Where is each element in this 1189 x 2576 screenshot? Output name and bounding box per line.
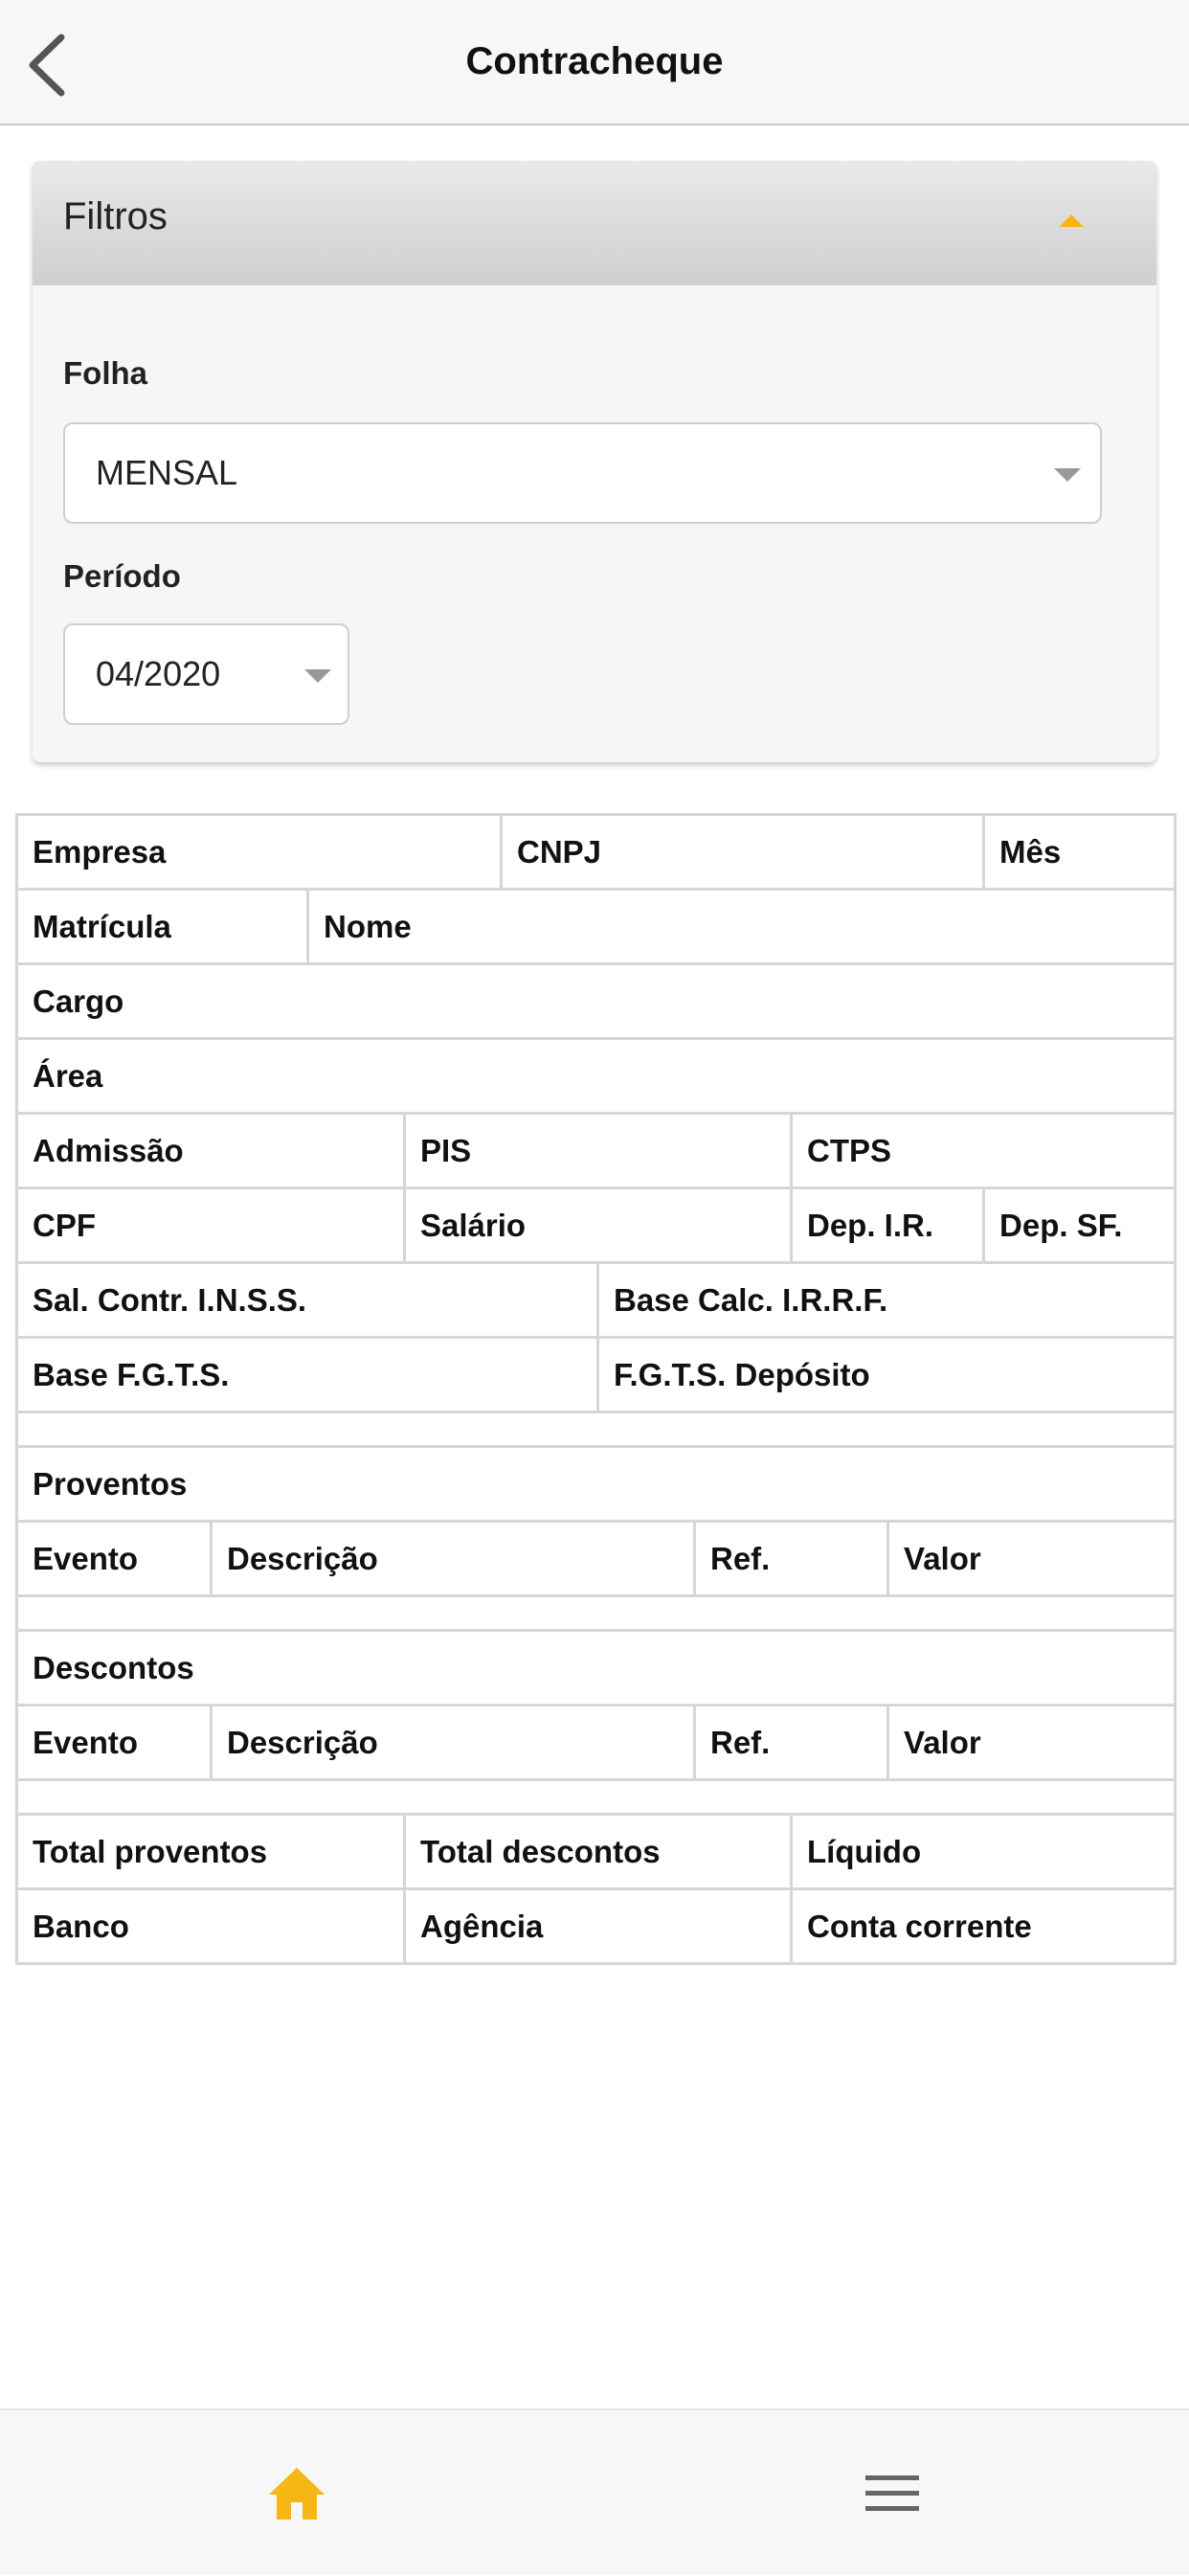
periodo-select-value: 04/2020 (96, 654, 221, 693)
bottom-tab-bar (0, 2408, 1189, 2574)
menu-icon (865, 2474, 919, 2514)
sal-contr-inss-cell: Sal. Contr. I.N.S.S. (17, 1263, 598, 1338)
filters-title: Filtros (63, 195, 168, 237)
menu-tab[interactable] (796, 2410, 988, 2576)
folha-select[interactable] (63, 422, 1102, 524)
spacer-cell (17, 1780, 1176, 1815)
area-cell: Área (17, 1039, 1176, 1114)
table-row (17, 1631, 1176, 1706)
total-proventos-cell: Total proventos (17, 1815, 405, 1889)
cargo-cell: Cargo (17, 964, 1176, 1039)
spacer-row (17, 1596, 1176, 1631)
table-row (17, 1522, 1176, 1596)
descontos-descricao-header: Descrição (212, 1706, 695, 1780)
cnpj-cell: CNPJ (502, 815, 984, 890)
filters-header[interactable] (33, 161, 1156, 285)
collapse-caret-icon[interactable] (1059, 215, 1084, 227)
proventos-valor-header: Valor (888, 1522, 1176, 1596)
spacer-row (17, 1780, 1176, 1815)
banco-cell: Banco (17, 1889, 405, 1964)
proventos-evento-header: Evento (17, 1522, 212, 1596)
agencia-cell: Agência (405, 1889, 792, 1964)
spacer-cell (17, 1596, 1176, 1631)
admissao-cell: Admissão (17, 1114, 405, 1188)
dep-ir-cell: Dep. I.R. (792, 1188, 984, 1263)
descontos-valor-header: Valor (888, 1706, 1176, 1780)
table-row (17, 1188, 1176, 1263)
periodo-select[interactable] (63, 623, 349, 725)
descontos-evento-header: Evento (17, 1706, 212, 1780)
proventos-title-cell: Proventos (17, 1447, 1176, 1522)
conta-corrente-cell: Conta corrente (792, 1889, 1176, 1964)
app-header (0, 0, 1189, 125)
cpf-cell: CPF (17, 1188, 405, 1263)
table-row (17, 1889, 1176, 1964)
descontos-title-cell: Descontos (17, 1631, 1176, 1706)
page-title: Contracheque (465, 40, 724, 82)
dep-sf-cell: Dep. SF. (984, 1188, 1176, 1263)
home-tab[interactable] (201, 2410, 393, 2576)
ctps-cell: CTPS (792, 1114, 1176, 1188)
filters-card (33, 161, 1156, 762)
base-fgts-cell: Base F.G.T.S. (17, 1338, 598, 1412)
proventos-descricao-header: Descrição (212, 1522, 695, 1596)
table-row (17, 890, 1176, 964)
folha-select-value: MENSAL (96, 453, 238, 492)
folha-label: Folha (63, 355, 147, 391)
matricula-cell: Matrícula (17, 890, 308, 964)
chevron-down-icon (1054, 468, 1081, 482)
periodo-label: Período (63, 558, 181, 594)
table-row (17, 964, 1176, 1039)
mes-cell: Mês (984, 815, 1176, 890)
spacer-cell (17, 1412, 1176, 1447)
nome-cell: Nome (308, 890, 1176, 964)
total-descontos-cell: Total descontos (405, 1815, 792, 1889)
table-row (17, 1447, 1176, 1522)
table-row (17, 1114, 1176, 1188)
table-row (17, 1815, 1176, 1889)
spacer-row (17, 1412, 1176, 1447)
base-calc-irrf-cell: Base Calc. I.R.R.F. (598, 1263, 1176, 1338)
liquido-cell: Líquido (792, 1815, 1176, 1889)
table-row (17, 1263, 1176, 1338)
descontos-ref-header: Ref. (695, 1706, 888, 1780)
home-icon (267, 2466, 326, 2521)
fgts-deposito-cell: F.G.T.S. Depósito (598, 1338, 1176, 1412)
empresa-cell: Empresa (17, 815, 502, 890)
proventos-ref-header: Ref. (695, 1522, 888, 1596)
table-row (17, 1706, 1176, 1780)
table-row (17, 815, 1176, 890)
payslip-table (15, 813, 1177, 1965)
salario-cell: Salário (405, 1188, 792, 1263)
pis-cell: PIS (405, 1114, 792, 1188)
table-row (17, 1338, 1176, 1412)
table-row (17, 1039, 1176, 1114)
chevron-down-icon (304, 669, 331, 683)
